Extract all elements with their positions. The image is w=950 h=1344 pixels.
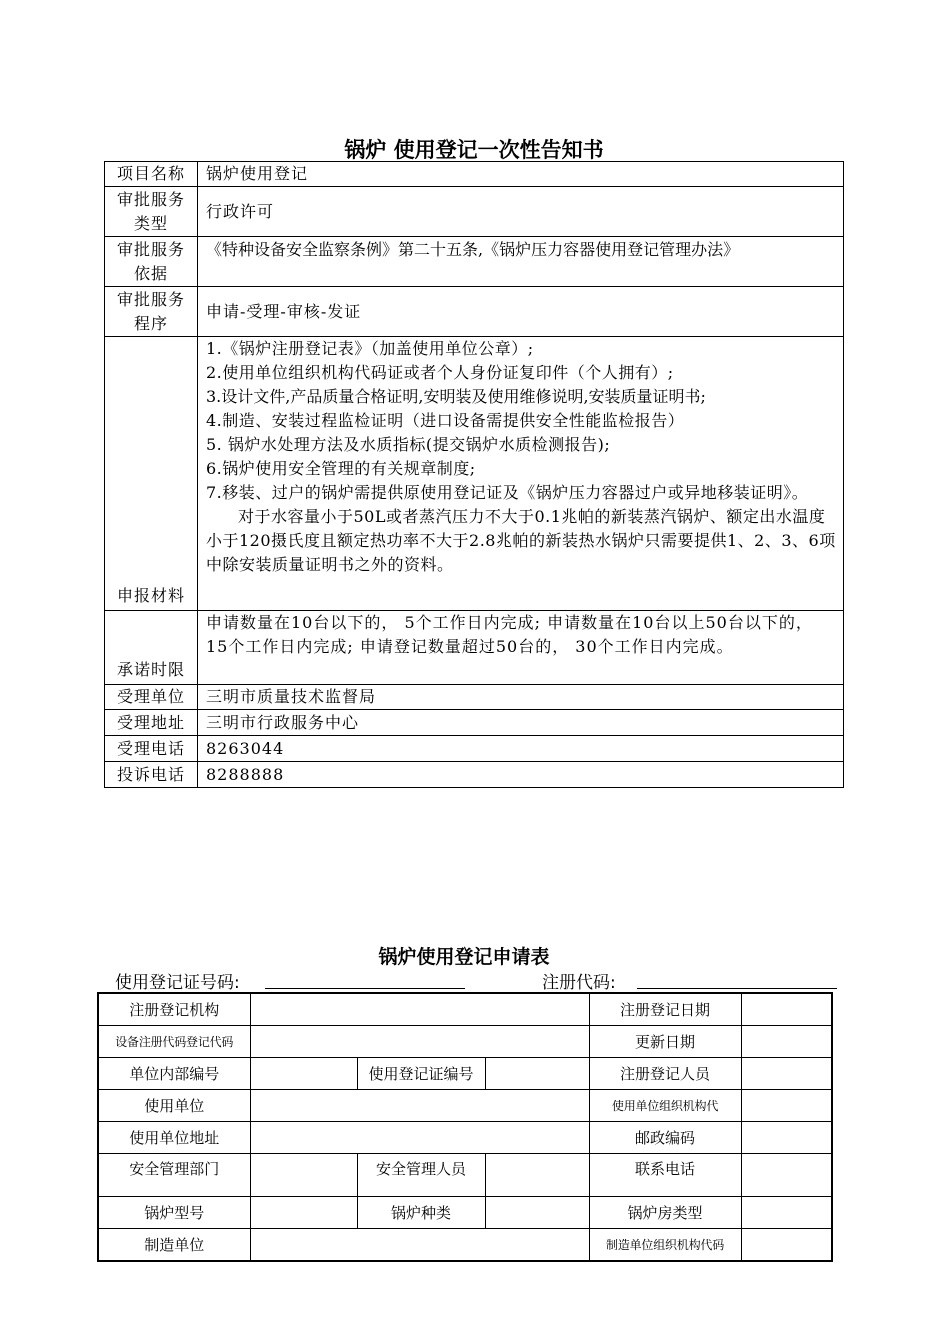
postcode-field[interactable]: [741, 1122, 832, 1154]
table-row: [105, 611, 844, 685]
material-item: 7.移装、过户的锅炉需提供原使用登记证及《锅炉压力容器过户或异地移装证明》。: [206, 483, 809, 502]
boiler-kind-field[interactable]: [485, 1197, 589, 1229]
reg-date-field[interactable]: [741, 993, 832, 1026]
manufacturer-org-code-label: 制造单位组织机构代码: [589, 1229, 741, 1262]
basis-label: 审批服务依据: [105, 237, 198, 287]
postcode-label: 邮政编码: [589, 1122, 741, 1154]
table-row: [105, 710, 844, 736]
material-item: 3.设计文件,产品质量合格证明,安明装及使用维修说明,安装质量证明书;: [206, 387, 706, 406]
internal-no-label: 单位内部编号: [98, 1058, 250, 1090]
update-date-label: 更新日期: [589, 1026, 741, 1058]
table-row: [105, 187, 844, 237]
table-row: [98, 1197, 832, 1229]
boiler-room-type-label: 锅炉房类型: [589, 1197, 741, 1229]
accept-unit-value: 三明市质量技术监督局: [198, 685, 844, 710]
reg-code-label: 注册代码:: [542, 973, 616, 993]
application-table: [97, 992, 833, 1262]
notice-table: [104, 161, 844, 788]
accept-address-label: 受理地址: [105, 710, 198, 736]
contact-phone-label: 联系电话: [589, 1154, 741, 1197]
reg-org-label: 注册登记机构: [98, 993, 250, 1026]
time-limit-label: 承诺时限: [105, 611, 198, 685]
accept-phone-label: 受理电话: [105, 736, 198, 762]
table-row: [98, 993, 832, 1026]
safety-staff-label: 安全管理人员: [357, 1154, 485, 1197]
user-address-label: 使用单位地址: [98, 1122, 250, 1154]
table-row: [98, 1229, 832, 1262]
table-row: [105, 162, 844, 187]
manufacturer-field[interactable]: [250, 1229, 589, 1262]
device-code-field[interactable]: [250, 1026, 589, 1058]
table-row: [105, 337, 844, 611]
material-item: 1.《锅炉注册登记表》（加盖使用单位公章）;: [206, 339, 534, 358]
registrar-label: 注册登记人员: [589, 1058, 741, 1090]
complaint-phone-label: 投诉电话: [105, 762, 198, 788]
table-row: [105, 287, 844, 337]
table-row: [98, 1058, 832, 1090]
reg-code-blank[interactable]: [637, 988, 837, 989]
safety-dept-field[interactable]: [250, 1154, 357, 1197]
table-row: [98, 1122, 832, 1154]
material-note: 对于水容量小于50L或者蒸汽压力不大于0.1兆帕的新装蒸汽锅炉、额定出水温度小于120摄氏度且额定热功率不大于2.8兆帕的新装热水锅炉只需要提供1、2、3、6项中除安装质量证明书之外的资料。: [206, 507, 836, 574]
registration-header: [97, 968, 842, 992]
manufacturer-label: 制造单位: [98, 1229, 250, 1262]
project-name-label: 项目名称: [105, 162, 198, 187]
manufacturer-org-code-field[interactable]: [741, 1229, 832, 1262]
table-row: [98, 1154, 832, 1197]
material-item: 6.锅炉使用安全管理的有关规章制度;: [206, 459, 476, 478]
table-row: [105, 685, 844, 710]
reg-org-field[interactable]: [250, 993, 589, 1026]
boiler-model-label: 锅炉型号: [98, 1197, 250, 1229]
boiler-model-field[interactable]: [250, 1197, 357, 1229]
user-org-code-field[interactable]: [741, 1090, 832, 1122]
materials-label: 申报材料: [105, 337, 198, 611]
boiler-room-type-field[interactable]: [741, 1197, 832, 1229]
application-title: 锅炉使用登记申请表: [378, 946, 550, 968]
table-row: [105, 237, 844, 287]
user-unit-field[interactable]: [250, 1090, 589, 1122]
notice-title: 锅炉 使用登记一次性告知书: [344, 138, 604, 162]
table-row: [98, 1026, 832, 1058]
material-item: 4.制造、安装过程监检证明（进口设备需提供安全性能监检报告）: [206, 411, 685, 430]
material-item: 2.使用单位组织机构代码证或者个人身份证复印件（个人拥有）;: [206, 363, 674, 382]
contact-phone-field[interactable]: [741, 1154, 832, 1197]
service-type-value: 行政许可: [198, 187, 844, 237]
update-date-field[interactable]: [741, 1026, 832, 1058]
internal-no-field[interactable]: [250, 1058, 357, 1090]
accept-address-value: 三明市行政服务中心: [198, 710, 844, 736]
cert-no-blank[interactable]: [265, 988, 465, 989]
materials-value: [198, 337, 844, 611]
reg-date-label: 注册登记日期: [589, 993, 741, 1026]
table-row: [105, 736, 844, 762]
boiler-kind-label: 锅炉种类: [357, 1197, 485, 1229]
table-row: [98, 1090, 832, 1122]
device-code-label: 设备注册代码登记代码: [98, 1026, 250, 1058]
cert-no-label-cell: 使用登记证编号: [357, 1058, 485, 1090]
safety-dept-label: 安全管理部门: [98, 1154, 250, 1197]
cert-no-label: 使用登记证号码:: [115, 973, 240, 993]
basis-value: 《特种设备安全监察条例》第二十五条,《锅炉压力容器使用登记管理办法》: [198, 237, 844, 287]
user-org-code-label: 使用单位组织机构代: [589, 1090, 741, 1122]
safety-staff-field[interactable]: [485, 1154, 589, 1197]
user-address-field[interactable]: [250, 1122, 589, 1154]
complaint-phone-value: 8288888: [198, 762, 844, 788]
accept-unit-label: 受理单位: [105, 685, 198, 710]
table-row: [105, 762, 844, 788]
service-type-label: 审批服务类型: [105, 187, 198, 237]
accept-phone-value: 8263044: [198, 736, 844, 762]
project-name-value: 锅炉使用登记: [198, 162, 844, 187]
cert-no-field[interactable]: [485, 1058, 589, 1090]
material-item: 5. 锅炉水处理方法及水质指标(提交锅炉水质检测报告);: [206, 435, 611, 454]
procedure-value: 申请-受理-审核-发证: [198, 287, 844, 337]
procedure-label: 审批服务程序: [105, 287, 198, 337]
time-limit-value: 申请数量在10台以下的， 5个工作日内完成; 申请数量在10台以上50台以下的， 15个工作日内完成; 申请登记数量超过50台的， 30个工作日内完成。: [198, 611, 844, 685]
user-unit-label: 使用单位: [98, 1090, 250, 1122]
registrar-field[interactable]: [741, 1058, 832, 1090]
